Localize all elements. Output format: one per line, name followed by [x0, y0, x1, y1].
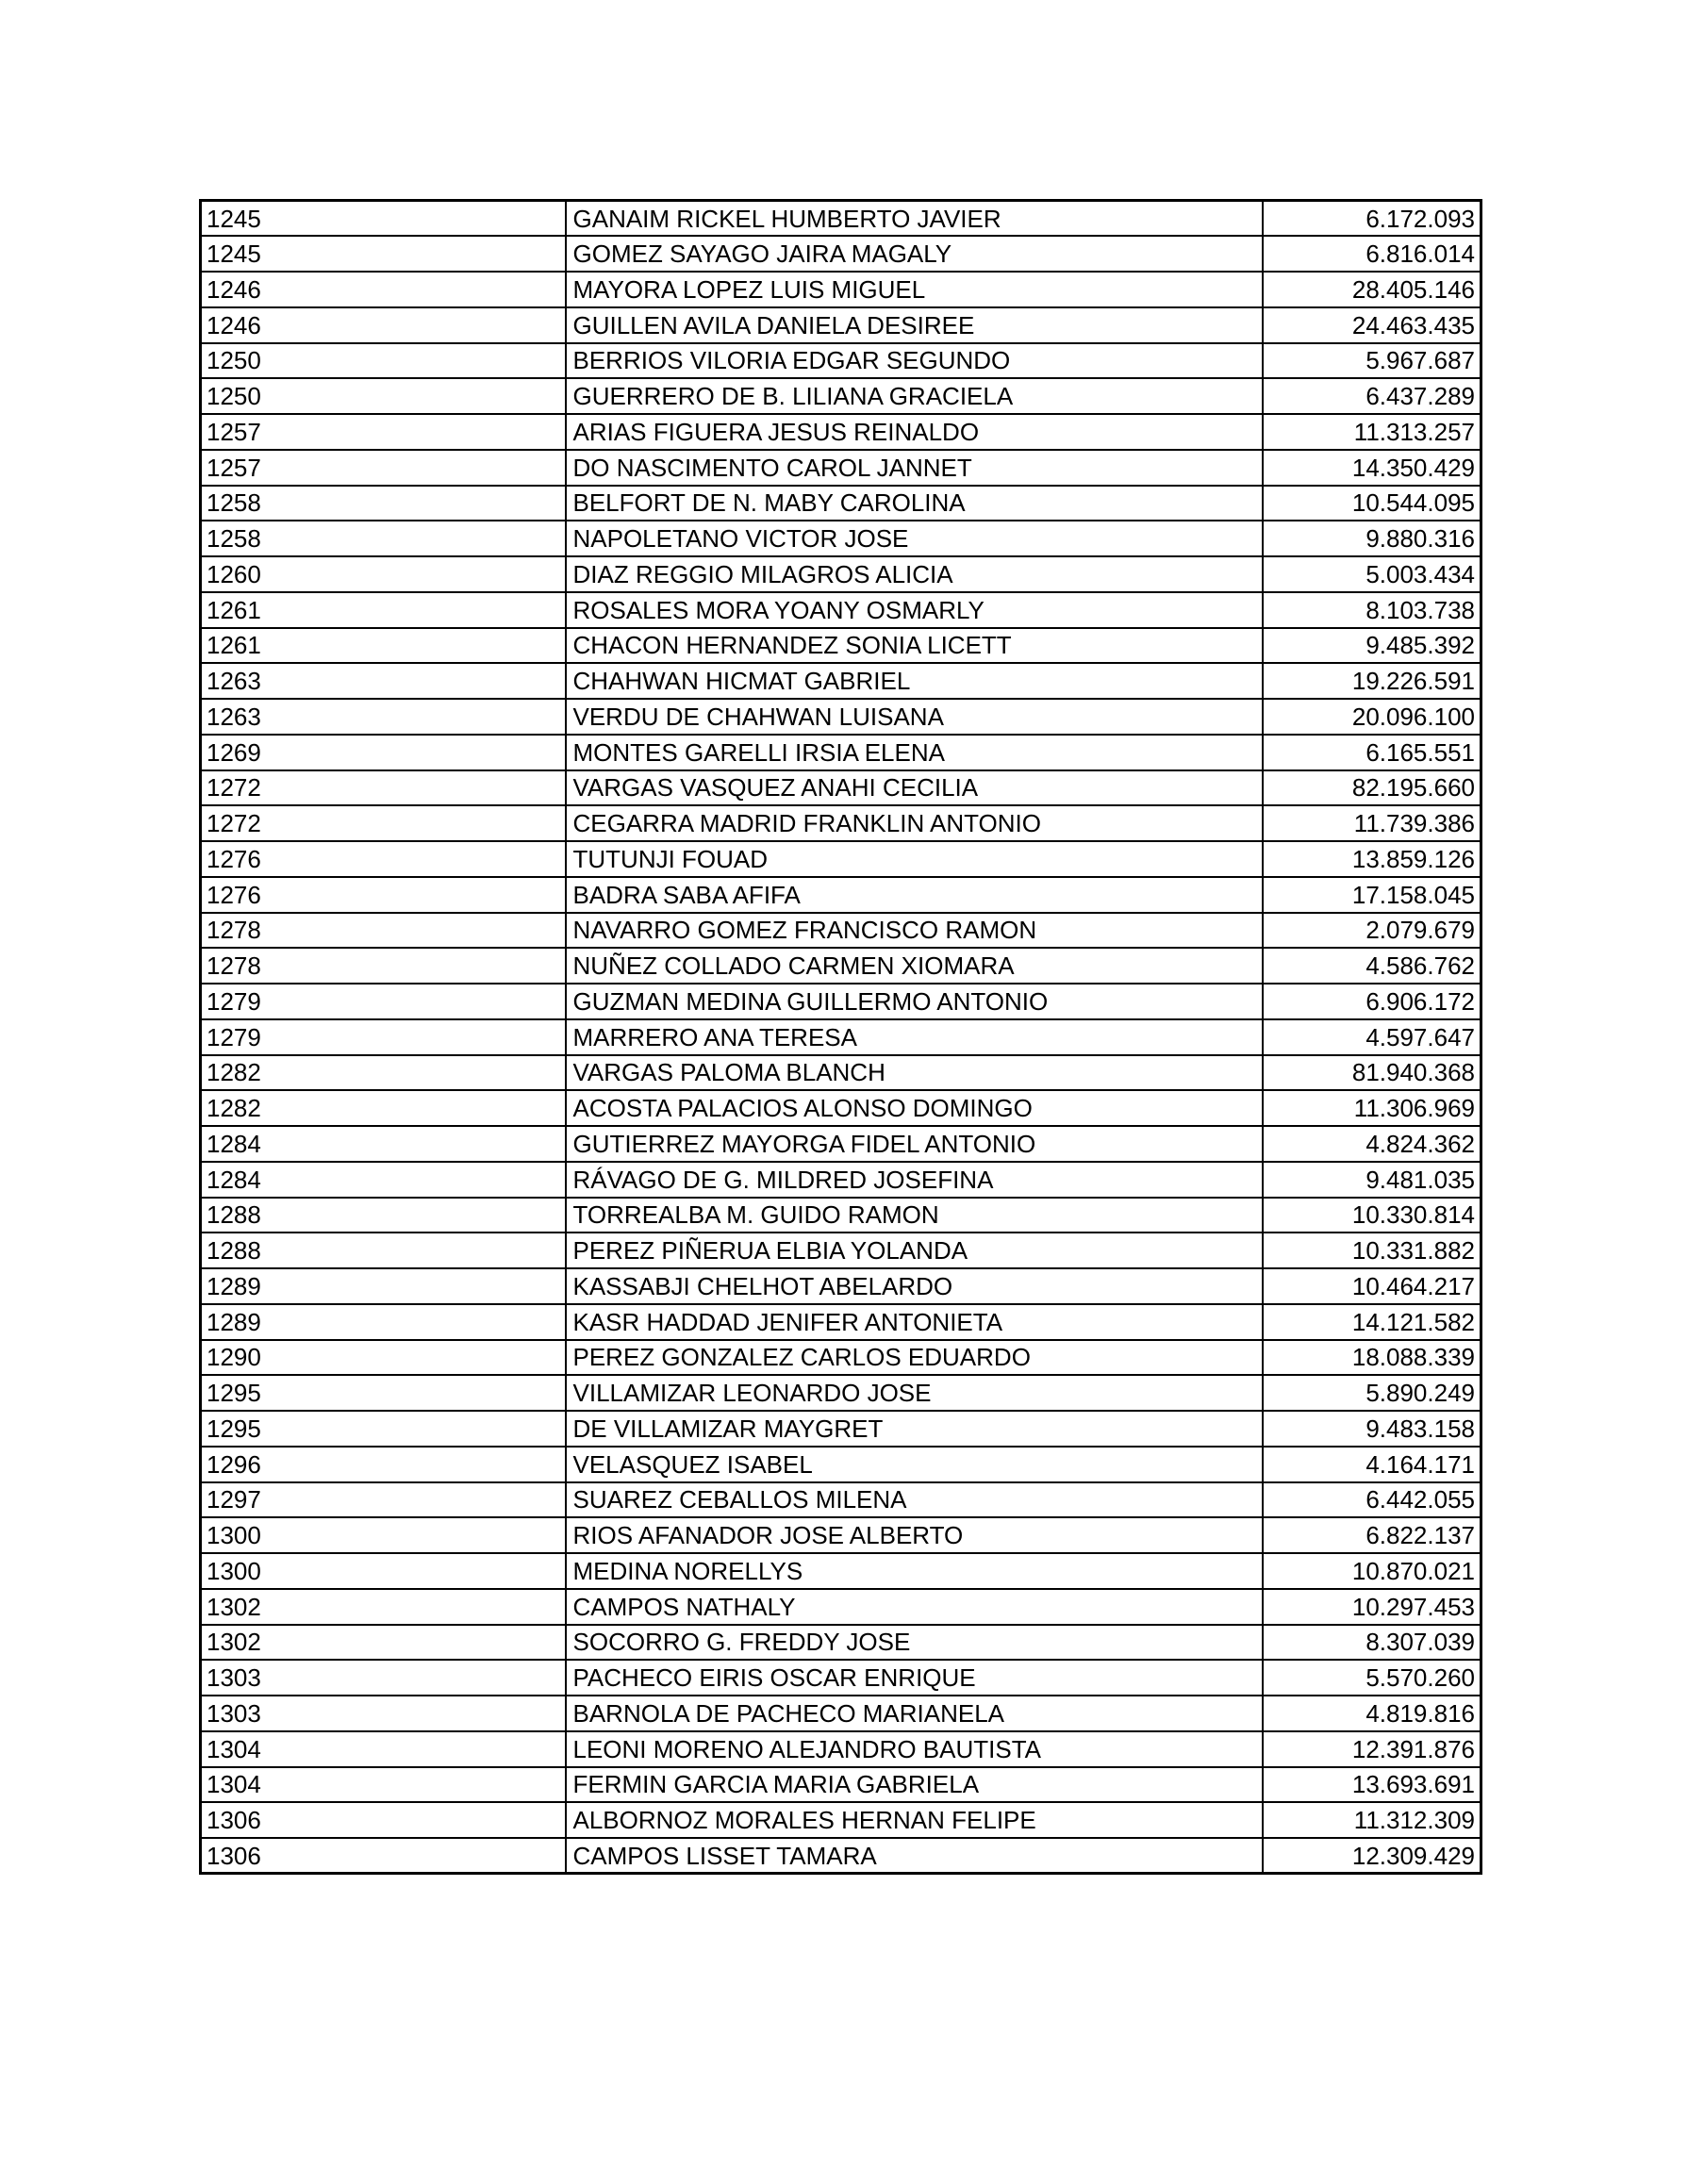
table-row — [201, 201, 1481, 237]
table-row — [201, 1198, 1481, 1233]
amount-cell: 4.586.762 — [1263, 948, 1481, 984]
code-cell: 1302 — [201, 1589, 566, 1625]
table-row — [201, 1162, 1481, 1198]
table-row — [201, 913, 1481, 949]
table-row — [201, 1696, 1481, 1731]
amount-cell: 12.391.876 — [1263, 1731, 1481, 1767]
records-table-body — [201, 201, 1481, 1874]
amount-cell: 4.597.647 — [1263, 1019, 1481, 1055]
name-cell: ACOSTA PALACIOS ALONSO DOMINGO — [566, 1090, 1263, 1126]
name-cell: MARRERO ANA TERESA — [566, 1019, 1263, 1055]
name-cell: GANAIM RICKEL HUMBERTO JAVIER — [566, 201, 1263, 237]
name-cell: CAMPOS NATHALY — [566, 1589, 1263, 1625]
code-cell: 1306 — [201, 1838, 566, 1874]
name-cell: GOMEZ SAYAGO JAIRA MAGALY — [566, 236, 1263, 272]
amount-cell: 11.313.257 — [1263, 414, 1481, 450]
amount-cell: 6.165.551 — [1263, 735, 1481, 770]
amount-cell: 81.940.368 — [1263, 1055, 1481, 1091]
name-cell: LEONI MORENO ALEJANDRO BAUTISTA — [566, 1731, 1263, 1767]
name-cell: MAYORA LOPEZ LUIS MIGUEL — [566, 272, 1263, 307]
amount-cell: 2.079.679 — [1263, 913, 1481, 949]
name-cell: MEDINA NORELLYS — [566, 1553, 1263, 1589]
code-cell: 1276 — [201, 877, 566, 913]
amount-cell: 11.312.309 — [1263, 1802, 1481, 1838]
name-cell: TUTUNJI FOUAD — [566, 841, 1263, 877]
code-cell: 1278 — [201, 913, 566, 949]
table-row — [201, 307, 1481, 343]
code-cell: 1296 — [201, 1447, 566, 1482]
name-cell: DIAZ REGGIO MILAGROS ALICIA — [566, 556, 1263, 592]
code-cell: 1279 — [201, 984, 566, 1019]
code-cell: 1303 — [201, 1660, 566, 1696]
name-cell: BADRA SABA AFIFA — [566, 877, 1263, 913]
name-cell: ALBORNOZ MORALES HERNAN FELIPE — [566, 1802, 1263, 1838]
table-row — [201, 272, 1481, 307]
table-row — [201, 486, 1481, 521]
amount-cell: 5.890.249 — [1263, 1375, 1481, 1411]
amount-cell: 6.816.014 — [1263, 236, 1481, 272]
table-row — [201, 1731, 1481, 1767]
amount-cell: 82.195.660 — [1263, 770, 1481, 806]
table-row — [201, 1517, 1481, 1553]
amount-cell: 9.483.158 — [1263, 1411, 1481, 1447]
amount-cell: 12.309.429 — [1263, 1838, 1481, 1874]
table-row — [201, 1482, 1481, 1518]
code-cell: 1261 — [201, 628, 566, 664]
table-row — [201, 1340, 1481, 1376]
code-cell: 1297 — [201, 1482, 566, 1518]
code-cell: 1304 — [201, 1767, 566, 1803]
table-row — [201, 378, 1481, 414]
code-cell: 1282 — [201, 1090, 566, 1126]
code-cell: 1263 — [201, 663, 566, 699]
code-cell: 1295 — [201, 1375, 566, 1411]
name-cell: PEREZ GONZALEZ CARLOS EDUARDO — [566, 1340, 1263, 1376]
name-cell: MONTES GARELLI IRSIA ELENA — [566, 735, 1263, 770]
table-row — [201, 521, 1481, 556]
amount-cell: 5.570.260 — [1263, 1660, 1481, 1696]
name-cell: BELFORT DE N. MABY CAROLINA — [566, 486, 1263, 521]
amount-cell: 8.103.738 — [1263, 592, 1481, 628]
table-row — [201, 1838, 1481, 1874]
amount-cell: 10.331.882 — [1263, 1233, 1481, 1268]
name-cell: DE VILLAMIZAR MAYGRET — [566, 1411, 1263, 1447]
name-cell: VERDU DE CHAHWAN LUISANA — [566, 699, 1263, 735]
amount-cell: 17.158.045 — [1263, 877, 1481, 913]
name-cell: CHAHWAN HICMAT GABRIEL — [566, 663, 1263, 699]
table-row — [201, 343, 1481, 379]
name-cell: GUZMAN MEDINA GUILLERMO ANTONIO — [566, 984, 1263, 1019]
code-cell: 1295 — [201, 1411, 566, 1447]
code-cell: 1245 — [201, 236, 566, 272]
table-row — [201, 1411, 1481, 1447]
code-cell: 1272 — [201, 770, 566, 806]
name-cell: ROSALES MORA YOANY OSMARLY — [566, 592, 1263, 628]
code-cell: 1289 — [201, 1304, 566, 1340]
amount-cell: 6.906.172 — [1263, 984, 1481, 1019]
code-cell: 1263 — [201, 699, 566, 735]
table-row — [201, 1090, 1481, 1126]
name-cell: PEREZ PIÑERUA ELBIA YOLANDA — [566, 1233, 1263, 1268]
table-row — [201, 984, 1481, 1019]
table-row — [201, 1589, 1481, 1625]
amount-cell: 4.819.816 — [1263, 1696, 1481, 1731]
code-cell: 1284 — [201, 1126, 566, 1162]
code-cell: 1258 — [201, 521, 566, 556]
amount-cell: 5.003.434 — [1263, 556, 1481, 592]
name-cell: ARIAS FIGUERA JESUS REINALDO — [566, 414, 1263, 450]
table-row — [201, 1447, 1481, 1482]
amount-cell: 9.880.316 — [1263, 521, 1481, 556]
name-cell: PACHECO EIRIS OSCAR ENRIQUE — [566, 1660, 1263, 1696]
table-row — [201, 663, 1481, 699]
amount-cell: 10.544.095 — [1263, 486, 1481, 521]
table-row — [201, 450, 1481, 486]
name-cell: VELASQUEZ ISABEL — [566, 1447, 1263, 1482]
code-cell: 1303 — [201, 1696, 566, 1731]
amount-cell: 19.226.591 — [1263, 663, 1481, 699]
table-row — [201, 770, 1481, 806]
name-cell: CHACON HERNANDEZ SONIA LICETT — [566, 628, 1263, 664]
table-row — [201, 1767, 1481, 1803]
table-row — [201, 1055, 1481, 1091]
code-cell: 1258 — [201, 486, 566, 521]
table-row — [201, 556, 1481, 592]
code-cell: 1279 — [201, 1019, 566, 1055]
code-cell: 1269 — [201, 735, 566, 770]
table-row — [201, 699, 1481, 735]
amount-cell: 24.463.435 — [1263, 307, 1481, 343]
amount-cell: 10.297.453 — [1263, 1589, 1481, 1625]
code-cell: 1282 — [201, 1055, 566, 1091]
amount-cell: 6.172.093 — [1263, 201, 1481, 237]
code-cell: 1288 — [201, 1233, 566, 1268]
name-cell: TORREALBA M. GUIDO RAMON — [566, 1198, 1263, 1233]
code-cell: 1260 — [201, 556, 566, 592]
code-cell: 1250 — [201, 378, 566, 414]
code-cell: 1272 — [201, 805, 566, 841]
name-cell: GUILLEN AVILA DANIELA DESIREE — [566, 307, 1263, 343]
name-cell: SUAREZ CEBALLOS MILENA — [566, 1482, 1263, 1518]
name-cell: SOCORRO G. FREDDY JOSE — [566, 1625, 1263, 1661]
amount-cell: 10.464.217 — [1263, 1268, 1481, 1304]
code-cell: 1304 — [201, 1731, 566, 1767]
amount-cell: 6.437.289 — [1263, 378, 1481, 414]
code-cell: 1289 — [201, 1268, 566, 1304]
records-table — [199, 199, 1482, 1875]
code-cell: 1290 — [201, 1340, 566, 1376]
amount-cell: 28.405.146 — [1263, 272, 1481, 307]
code-cell: 1246 — [201, 307, 566, 343]
amount-cell: 14.121.582 — [1263, 1304, 1481, 1340]
name-cell: BERRIOS VILORIA EDGAR SEGUNDO — [566, 343, 1263, 379]
code-cell: 1276 — [201, 841, 566, 877]
amount-cell: 14.350.429 — [1263, 450, 1481, 486]
amount-cell: 13.693.691 — [1263, 1767, 1481, 1803]
table-row — [201, 414, 1481, 450]
name-cell: NUÑEZ COLLADO CARMEN XIOMARA — [566, 948, 1263, 984]
code-cell: 1257 — [201, 450, 566, 486]
amount-cell: 20.096.100 — [1263, 699, 1481, 735]
code-cell: 1261 — [201, 592, 566, 628]
amount-cell: 11.306.969 — [1263, 1090, 1481, 1126]
code-cell: 1300 — [201, 1553, 566, 1589]
amount-cell: 13.859.126 — [1263, 841, 1481, 877]
name-cell: DO NASCIMENTO CAROL JANNET — [566, 450, 1263, 486]
amount-cell: 4.824.362 — [1263, 1126, 1481, 1162]
table-row — [201, 236, 1481, 272]
table-row — [201, 1304, 1481, 1340]
table-row — [201, 1126, 1481, 1162]
name-cell: KASR HADDAD JENIFER ANTONIETA — [566, 1304, 1263, 1340]
table-row — [201, 1625, 1481, 1661]
table-row — [201, 877, 1481, 913]
code-cell: 1250 — [201, 343, 566, 379]
table-row — [201, 1019, 1481, 1055]
table-row — [201, 805, 1481, 841]
code-cell: 1246 — [201, 272, 566, 307]
name-cell: KASSABJI CHELHOT ABELARDO — [566, 1268, 1263, 1304]
name-cell: VARGAS VASQUEZ ANAHI CECILIA — [566, 770, 1263, 806]
table-row — [201, 592, 1481, 628]
name-cell: FERMIN GARCIA MARIA GABRIELA — [566, 1767, 1263, 1803]
amount-cell: 4.164.171 — [1263, 1447, 1481, 1482]
table-row — [201, 1553, 1481, 1589]
name-cell: GUTIERREZ MAYORGA FIDEL ANTONIO — [566, 1126, 1263, 1162]
table-row — [201, 1268, 1481, 1304]
amount-cell: 6.442.055 — [1263, 1482, 1481, 1518]
name-cell: CAMPOS LISSET TAMARA — [566, 1838, 1263, 1874]
name-cell: NAPOLETANO VICTOR JOSE — [566, 521, 1263, 556]
table-row — [201, 1802, 1481, 1838]
table-row — [201, 628, 1481, 664]
code-cell: 1306 — [201, 1802, 566, 1838]
amount-cell: 11.739.386 — [1263, 805, 1481, 841]
code-cell: 1300 — [201, 1517, 566, 1553]
name-cell: RIOS AFANADOR JOSE ALBERTO — [566, 1517, 1263, 1553]
table-row — [201, 948, 1481, 984]
amount-cell: 10.330.814 — [1263, 1198, 1481, 1233]
amount-cell: 6.822.137 — [1263, 1517, 1481, 1553]
name-cell: CEGARRA MADRID FRANKLIN ANTONIO — [566, 805, 1263, 841]
code-cell: 1278 — [201, 948, 566, 984]
table-row — [201, 1660, 1481, 1696]
code-cell: 1257 — [201, 414, 566, 450]
code-cell: 1288 — [201, 1198, 566, 1233]
amount-cell: 9.485.392 — [1263, 628, 1481, 664]
code-cell: 1284 — [201, 1162, 566, 1198]
amount-cell: 10.870.021 — [1263, 1553, 1481, 1589]
name-cell: VARGAS PALOMA BLANCH — [566, 1055, 1263, 1091]
name-cell: NAVARRO GOMEZ FRANCISCO RAMON — [566, 913, 1263, 949]
name-cell: BARNOLA DE PACHECO MARIANELA — [566, 1696, 1263, 1731]
code-cell: 1302 — [201, 1625, 566, 1661]
amount-cell: 5.967.687 — [1263, 343, 1481, 379]
amount-cell: 18.088.339 — [1263, 1340, 1481, 1376]
name-cell: VILLAMIZAR LEONARDO JOSE — [566, 1375, 1263, 1411]
name-cell: GUERRERO DE B. LILIANA GRACIELA — [566, 378, 1263, 414]
table-row — [201, 735, 1481, 770]
table-row — [201, 1375, 1481, 1411]
amount-cell: 8.307.039 — [1263, 1625, 1481, 1661]
table-row — [201, 841, 1481, 877]
table-row — [201, 1233, 1481, 1268]
amount-cell: 9.481.035 — [1263, 1162, 1481, 1198]
code-cell: 1245 — [201, 201, 566, 237]
name-cell: RÁVAGO DE G. MILDRED JOSEFINA — [566, 1162, 1263, 1198]
